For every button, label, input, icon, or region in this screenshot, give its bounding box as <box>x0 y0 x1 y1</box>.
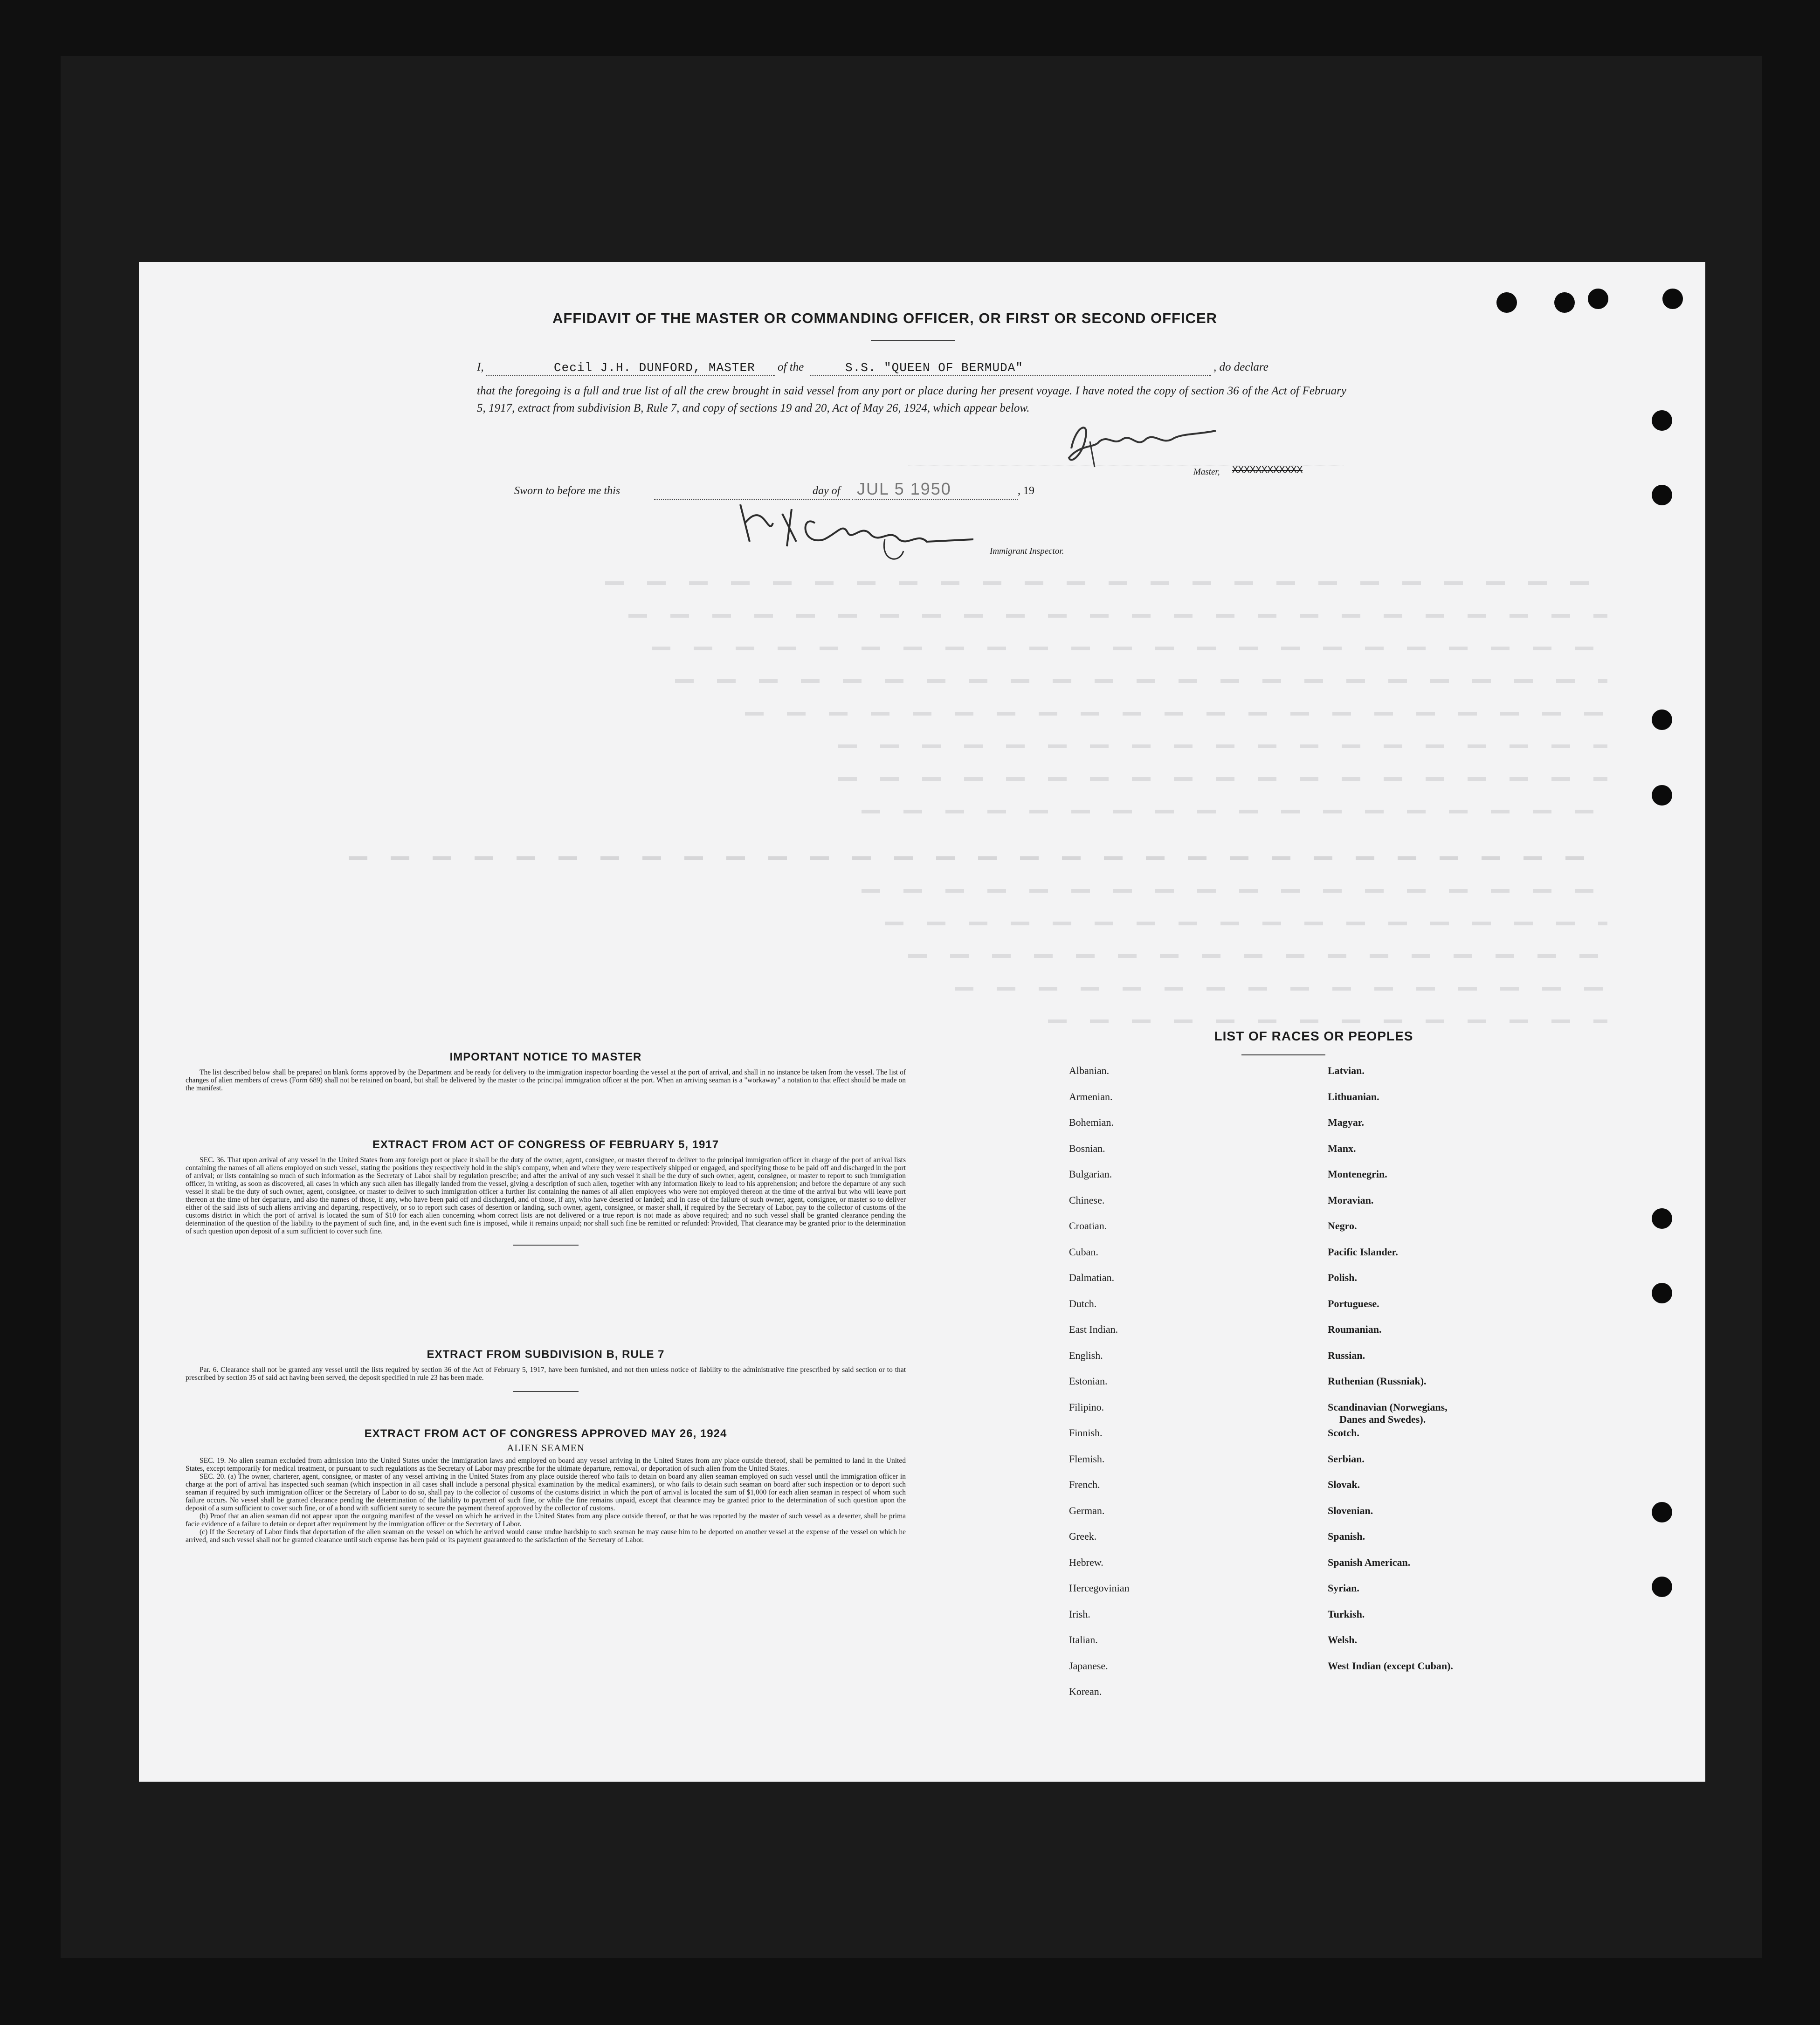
notice-title: IMPORTANT NOTICE TO MASTER <box>449 1051 642 1063</box>
extract-1924-title: EXTRACT FROM ACT OF CONGRESS APPROVED MAY 26, 1924 <box>364 1427 727 1440</box>
extract-1917-title: EXTRACT FROM ACT OF CONGRESS OF FEBRUARY 5, 1917 <box>372 1138 719 1151</box>
date-stamp: JUL 5 1950 <box>857 479 951 498</box>
race-item: French. <box>1069 1479 1100 1490</box>
declaration-suffix: , do declare <box>1213 361 1268 373</box>
punch-hole <box>1652 410 1672 431</box>
document-page <box>139 262 1705 1782</box>
extract-1924-sec20b: (b) Proof that an alien seaman did not appear upon the outgoing manifest of the vessel on which he arrived in the United States from any place outside thereof, or that he was reported by the master of such vessel as a deserter, shall be prima facie evidence of a failure to detain or deport after requirement by the immigration officer or the Secretary of Labor. <box>186 1512 906 1528</box>
race-item: East Indian. <box>1069 1323 1118 1335</box>
race-item: Filipino. <box>1069 1401 1104 1413</box>
punch-hole <box>1496 292 1517 313</box>
race-item: Greek. <box>1069 1530 1097 1542</box>
race-item: Bohemian. <box>1069 1116 1114 1128</box>
master-struck-text: XXXXXXXXXXXX <box>1232 465 1303 476</box>
bleed-through-row <box>862 810 1607 813</box>
section-divider <box>513 1391 579 1392</box>
race-item: Chinese. <box>1069 1194 1105 1206</box>
bleed-through-row <box>838 744 1607 748</box>
master-name: Cecil J.H. DUNFORD, MASTER <box>554 361 755 375</box>
race-item: Estonian. <box>1069 1375 1108 1387</box>
race-item: Portuguese. <box>1328 1297 1379 1309</box>
race-item: Pacific Islander. <box>1328 1246 1398 1258</box>
bleed-through-row <box>908 954 1607 958</box>
race-item: Japanese. <box>1069 1660 1108 1672</box>
race-item: Ruthenian (Russniak). <box>1328 1375 1427 1387</box>
punch-hole <box>1652 1502 1672 1522</box>
punch-hole <box>1652 1283 1672 1303</box>
race-item: English. <box>1069 1349 1103 1361</box>
inspector-label: Immigrant Inspector. <box>990 546 1064 556</box>
sworn-text: Sworn to before me this <box>514 485 620 497</box>
day-of-label: day of <box>813 485 841 497</box>
extract-1924-sec20c: (c) If the Secretary of Labor finds that deportation of the alien seaman on the vessel on which he arrived would cause undue hardship to such seaman he may cause him to be deported on another vessel at the expense of the vessel on which he arrived, and such vessel shall not be granted clearance until such expense has been paid or its payment guaranteed to the satisfaction of the Secretary of Labor. <box>186 1528 906 1544</box>
punch-hole <box>1652 1577 1672 1597</box>
race-item: Roumanian. <box>1328 1323 1382 1335</box>
race-item: German. <box>1069 1504 1105 1516</box>
year-prefix: , 19 <box>1018 485 1034 497</box>
of-the-label: of the <box>778 361 804 373</box>
race-item: Armenian. <box>1069 1090 1113 1102</box>
bleed-through-row <box>675 679 1607 683</box>
vessel-fill-line <box>810 375 1211 376</box>
extract-1924-sec19: SEC. 19. No alien seaman excluded from admission into the United States under the immigration laws and employed on board any vessel arriving in the United States from any place outside thereof, shall be permitted to land in the United States, except temporarily for medical treatment, or pursuant to such regulations as the Secretary of Labor may prescribe for the ultimate departure, removal, or deportation of such alien from the United States. <box>186 1457 906 1473</box>
bleed-through-row <box>885 922 1607 925</box>
extract-rule-7-body: Par. 6. Clearance shall not be granted any vessel until the lists required by section 36 of the Act of February 5, 1917, have been furnished, and not then unless notice of liability to the administrative fine prescribed by said section or to that prescribed by section 35 of said act having been served, the deposit specified in rule 23 has been made. <box>186 1366 906 1382</box>
race-item: Spanish American. <box>1328 1556 1411 1568</box>
title-divider <box>871 340 955 341</box>
race-item: Lithuanian. <box>1328 1090 1379 1102</box>
declaration-prefix: I, <box>477 361 484 373</box>
race-item: Dalmatian. <box>1069 1272 1115 1283</box>
vessel-name: S.S. "QUEEN OF BERMUDA" <box>845 361 1023 375</box>
inspector-signature <box>731 495 983 565</box>
punch-hole <box>1652 709 1672 730</box>
race-item: Magyar. <box>1328 1116 1365 1128</box>
race-item: Finnish. <box>1069 1427 1103 1439</box>
race-item: Turkish. <box>1328 1608 1365 1620</box>
races-divider <box>1241 1054 1325 1055</box>
race-item: Albanian. <box>1069 1065 1110 1076</box>
race-item: Bosnian. <box>1069 1142 1105 1154</box>
race-item: Slovak. <box>1328 1479 1360 1490</box>
extract-1917 <box>186 1138 906 1246</box>
race-item: Croatian. <box>1069 1220 1107 1232</box>
race-item: Scandinavian (Norwegians, <box>1328 1401 1448 1413</box>
bleed-through-row <box>605 581 1607 585</box>
race-item: Syrian. <box>1328 1582 1359 1594</box>
section-divider <box>513 1245 579 1246</box>
extract-1924-subtitle: ALIEN SEAMEN <box>507 1442 585 1453</box>
bleed-through-row <box>955 987 1607 991</box>
race-item: Hercegovinian <box>1069 1582 1130 1594</box>
races-title: LIST OF RACES OR PEOPLES <box>1214 1029 1413 1043</box>
race-item: Danes and Swedes). <box>1339 1413 1426 1425</box>
punch-hole <box>1652 1208 1672 1229</box>
race-item: Irish. <box>1069 1608 1090 1620</box>
race-item: Serbian. <box>1328 1453 1365 1465</box>
race-item: Cuban. <box>1069 1246 1098 1258</box>
punch-hole <box>1652 485 1672 505</box>
race-item: Negro. <box>1328 1220 1357 1232</box>
master-label: Master, <box>1193 467 1220 477</box>
race-item: Welsh. <box>1328 1634 1357 1646</box>
bleed-through-row <box>862 889 1607 893</box>
race-item: Slovenian. <box>1328 1504 1373 1516</box>
bleed-through-row <box>652 647 1607 650</box>
bleed-through-row <box>628 614 1607 618</box>
race-item: Bulgarian. <box>1069 1168 1112 1180</box>
race-item: Montenegrin. <box>1328 1168 1387 1180</box>
punch-hole <box>1554 292 1575 313</box>
bleed-through-row <box>745 712 1607 716</box>
race-item: Latvian. <box>1328 1065 1365 1076</box>
race-item: Moravian. <box>1328 1194 1374 1206</box>
sworn-line <box>514 485 620 497</box>
extract-1924 <box>186 1427 906 1544</box>
race-item: Spanish. <box>1328 1530 1365 1542</box>
bleed-through-row <box>349 856 1607 860</box>
race-item: Scotch. <box>1328 1427 1359 1439</box>
affidavit-title: AFFIDAVIT OF THE MASTER OR COMMANDING OFFICER, OR FIRST OR SECOND OFFICER <box>552 310 1218 326</box>
race-item: Korean. <box>1069 1686 1102 1697</box>
race-item: Polish. <box>1328 1272 1357 1283</box>
master-signature <box>1062 420 1230 472</box>
punch-hole <box>1588 289 1608 309</box>
bleed-through-row <box>1048 1019 1607 1023</box>
race-item: Flemish. <box>1069 1453 1105 1465</box>
declaration-body: that the foregoing is a full and true list of all the crew brought in said vessel from any port or place during her present voyage. I have noted the copy of section 36 of the Act of February 5, 1917, extract from subdivision B, Rule 7, and copy of sections 19 and 20, Act of May 26, 1924, which appear below. <box>477 385 1346 414</box>
punch-hole <box>1662 289 1683 309</box>
race-item: Hebrew. <box>1069 1556 1103 1568</box>
extract-1924-sec20a: SEC. 20. (a) The owner, charterer, agent, consignee, or master of any vessel arriving in the United States from any place outside thereof who fails to detain on board any alien seaman employed on such vessel until the immigration officer in charge at the port of arrival has inspected such seaman (which inspection in all cases shall include a personal physical examination by the medical examiners), or who fails to detain such seaman on board after such inspection or to deport such seaman if required by such immigration officer or the Secretary of Labor to do so, shall pay to the collector of customs of the customs district in which the port of arrival is located the sum of $1,000 for each alien seaman in respect of whom such failure occurs. No vessel shall be granted clearance pending the determination of the liability to payment of such fine, or while the fine remains unpaid, except that clearance may be granted prior to the determination of such question upon the deposit of a sum sufficient to cover such fine, or of a bond with sufficient surety to secure the payment thereof approved by the collector of customs. <box>186 1473 906 1512</box>
race-item: Italian. <box>1069 1634 1098 1646</box>
race-item: West Indian (except Cuban). <box>1328 1660 1453 1672</box>
race-item: Dutch. <box>1069 1297 1097 1309</box>
important-notice <box>186 1051 906 1092</box>
extract-1917-body: SEC. 36. That upon arrival of any vessel in the United States from any foreign port or place it shall be the duty of the owner, agent, consignee, or master thereof to deliver to the principal immigration officer in charge of the port of arrival lists containing the names of all aliens employed on such vessel, stating the positions they respectively hold in the ship's company, when and where they were respectively shipped or engaged, and specifying those to be paid off and discharged in the port of arrival; or lists containing so much of such information as the Secretary of Labor shall by regulation prescribe; and after the arrival of any such vessel it shall be the duty of such owner, agent, consignee, or master to report to such immigration officer, in writing, as soon as discovered, all cases in which any such alien has illegally landed from the vessel, giving a description of such alien, together with any information likely to lead to his apprehension; and before the departure of any such vessel it shall be the duty of such owner, agent, consignee, or master to deliver to such immigration officer a further list containing the names of all alien employees who were not employed thereon at the time of the arrival but who will leave port thereon at the time of her departure, and also the names of those, if any, who have been paid off and discharged, and of those, if any, who have deserted or landed; and in case of the failure of such owner, agent, consignee, or master so to deliver either of the said lists of such aliens arriving and departing, respectively, or so to report such cases of desertion or landing, such owner, agent, consignee, or master shall, if required by the Secretary of Labor, pay to the collector of customs of the customs district in which the port of arrival is located the sum of $10 for each alien concerning whom correct lists are not delivered or a true report is not made as above required; and no such vessel shall be granted clearance pending the determination of the question of the liability to the payment of such fine, and, in the event such fine is imposed, while it remains unpaid; nor shall such fine be remitted or refunded: Provided, That clearance may be granted prior to the determination of such question upon deposit of a sum sufficient to cover such fine. <box>186 1156 906 1235</box>
notice-body: The list described below shall be prepared on blank forms approved by the Department and be ready for delivery to the immigration inspector boarding the vessel at the port of arrival, and shall in no instance be taken from the vessel. The list of changes of alien members of crews (Form 689) shall not be retained on board, but shall be delivered by the master to the principal immigration officer at the port. When an arriving seaman is a "workaway" a notation to that effect should be made on the manifest. <box>186 1068 906 1092</box>
extract-rule-7-title: EXTRACT FROM SUBDIVISION B, RULE 7 <box>427 1348 665 1361</box>
race-item: Manx. <box>1328 1142 1356 1154</box>
name-fill-line <box>486 375 775 376</box>
bleed-through-row <box>838 777 1607 781</box>
punch-hole <box>1652 785 1672 806</box>
race-item: Russian. <box>1328 1349 1365 1361</box>
extract-rule-7 <box>186 1348 906 1392</box>
